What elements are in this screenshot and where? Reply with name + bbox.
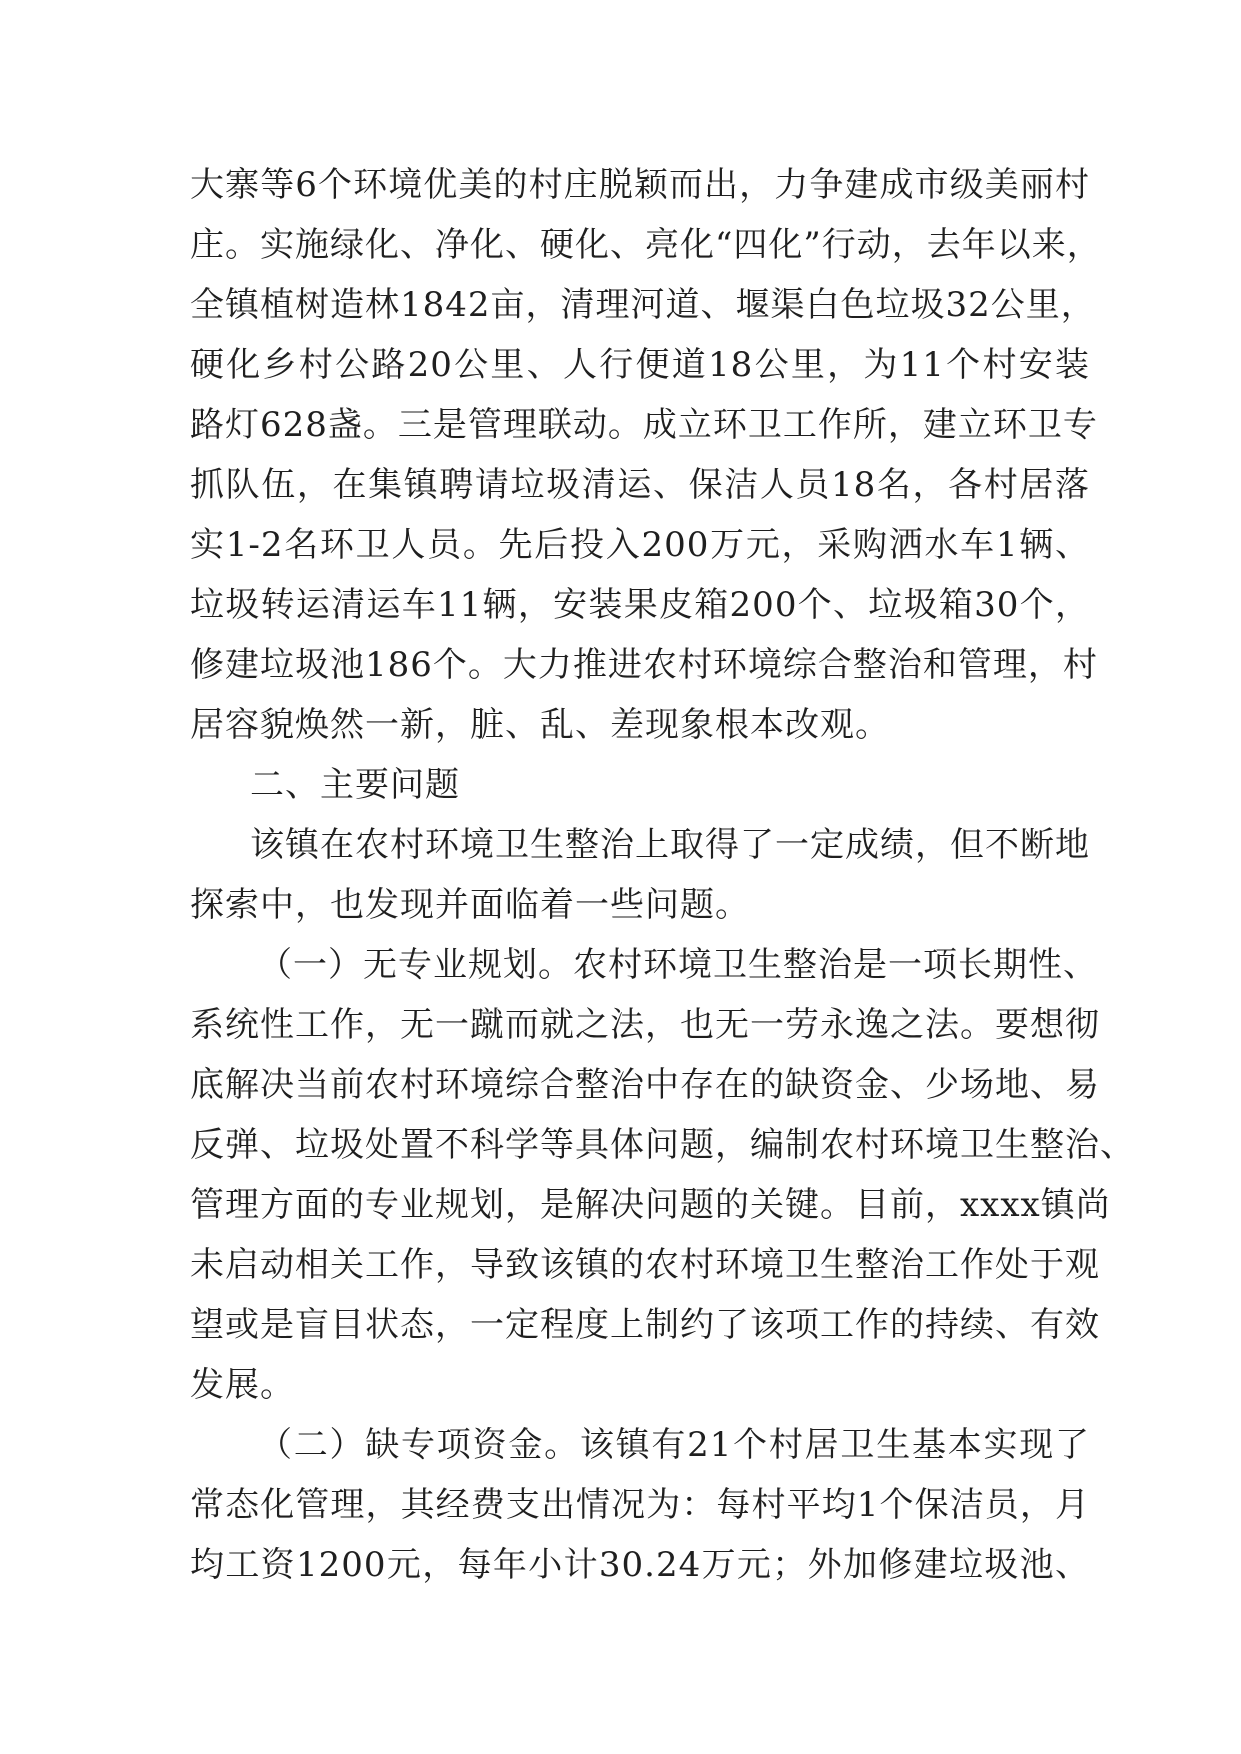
paragraph-line: 系统性工作，无一蹴而就之法，也无一劳永逸之法。要想彻 bbox=[190, 1005, 1100, 1045]
paragraph-line: 底解决当前农村环境综合整治中存在的缺资金、少场地、易 bbox=[190, 1065, 1100, 1105]
paragraph-line: 全镇植树造林1842亩，清理河道、堰渠白色垃圾32公里， bbox=[190, 285, 1096, 325]
paragraph-line: 居容貌焕然一新，脏、乱、差现象根本改观。 bbox=[190, 705, 890, 745]
body-text bbox=[190, 155, 1135, 1595]
paragraph-line: 硬化乡村公路20公里、人行便道18公里，为11个村安装 bbox=[190, 345, 1090, 385]
section-heading: 二、主要问题 bbox=[250, 765, 460, 805]
paragraph-line: 抓队伍，在集镇聘请垃圾清运、保洁人员18名，各村居落 bbox=[190, 465, 1090, 505]
paragraph-line: 反弹、垃圾处置不科学等具体问题，编制农村环境卫生整治、 bbox=[190, 1125, 1135, 1165]
paragraph-line: 均工资1200元，每年小计30.24万元；外加修建垃圾池、 bbox=[190, 1545, 1090, 1585]
paragraph-line: 实1-2名环卫人员。先后投入200万元，采购洒水车1辆、 bbox=[190, 525, 1090, 565]
subsection-heading-line: （一）无专业规划。农村环境卫生整治是一项长期性、 bbox=[258, 945, 1098, 985]
paragraph-line: 探索中，也发现并面临着一些问题。 bbox=[190, 885, 750, 925]
paragraph-line: 常态化管理，其经费支出情况为：每村平均1个保洁员，月 bbox=[190, 1485, 1090, 1525]
paragraph-line: 望或是盲目状态，一定程度上制约了该项工作的持续、有效 bbox=[190, 1305, 1100, 1345]
subsection-heading-line: （二）缺专项资金。该镇有21个村居卫生基本实现了 bbox=[258, 1425, 1090, 1465]
paragraph-line: 该镇在农村环境卫生整治上取得了一定成绩，但不断地 bbox=[250, 825, 1090, 865]
paragraph-line: 垃圾转运清运车11辆，安装果皮箱200个、垃圾箱30个， bbox=[190, 585, 1090, 625]
paragraph-line: 路灯628盏。三是管理联动。成立环卫工作所，建立环卫专 bbox=[190, 405, 1098, 445]
paragraph-line: 大寨等6个环境优美的村庄脱颖而出，力争建成市级美丽村 bbox=[190, 165, 1090, 205]
paragraph-line: 管理方面的专业规划，是解决问题的关键。目前，xxxx镇尚 bbox=[190, 1185, 1111, 1225]
paragraph-line: 发展。 bbox=[190, 1365, 295, 1405]
paragraph-line: 修建垃圾池186个。大力推进农村环境综合整治和管理，村 bbox=[190, 645, 1098, 685]
paragraph-line: 未启动相关工作，导致该镇的农村环境卫生整治工作处于观 bbox=[190, 1245, 1100, 1285]
paragraph-line: 庄。实施绿化、净化、硬化、亮化“四化”行动，去年以来， bbox=[190, 225, 1102, 265]
